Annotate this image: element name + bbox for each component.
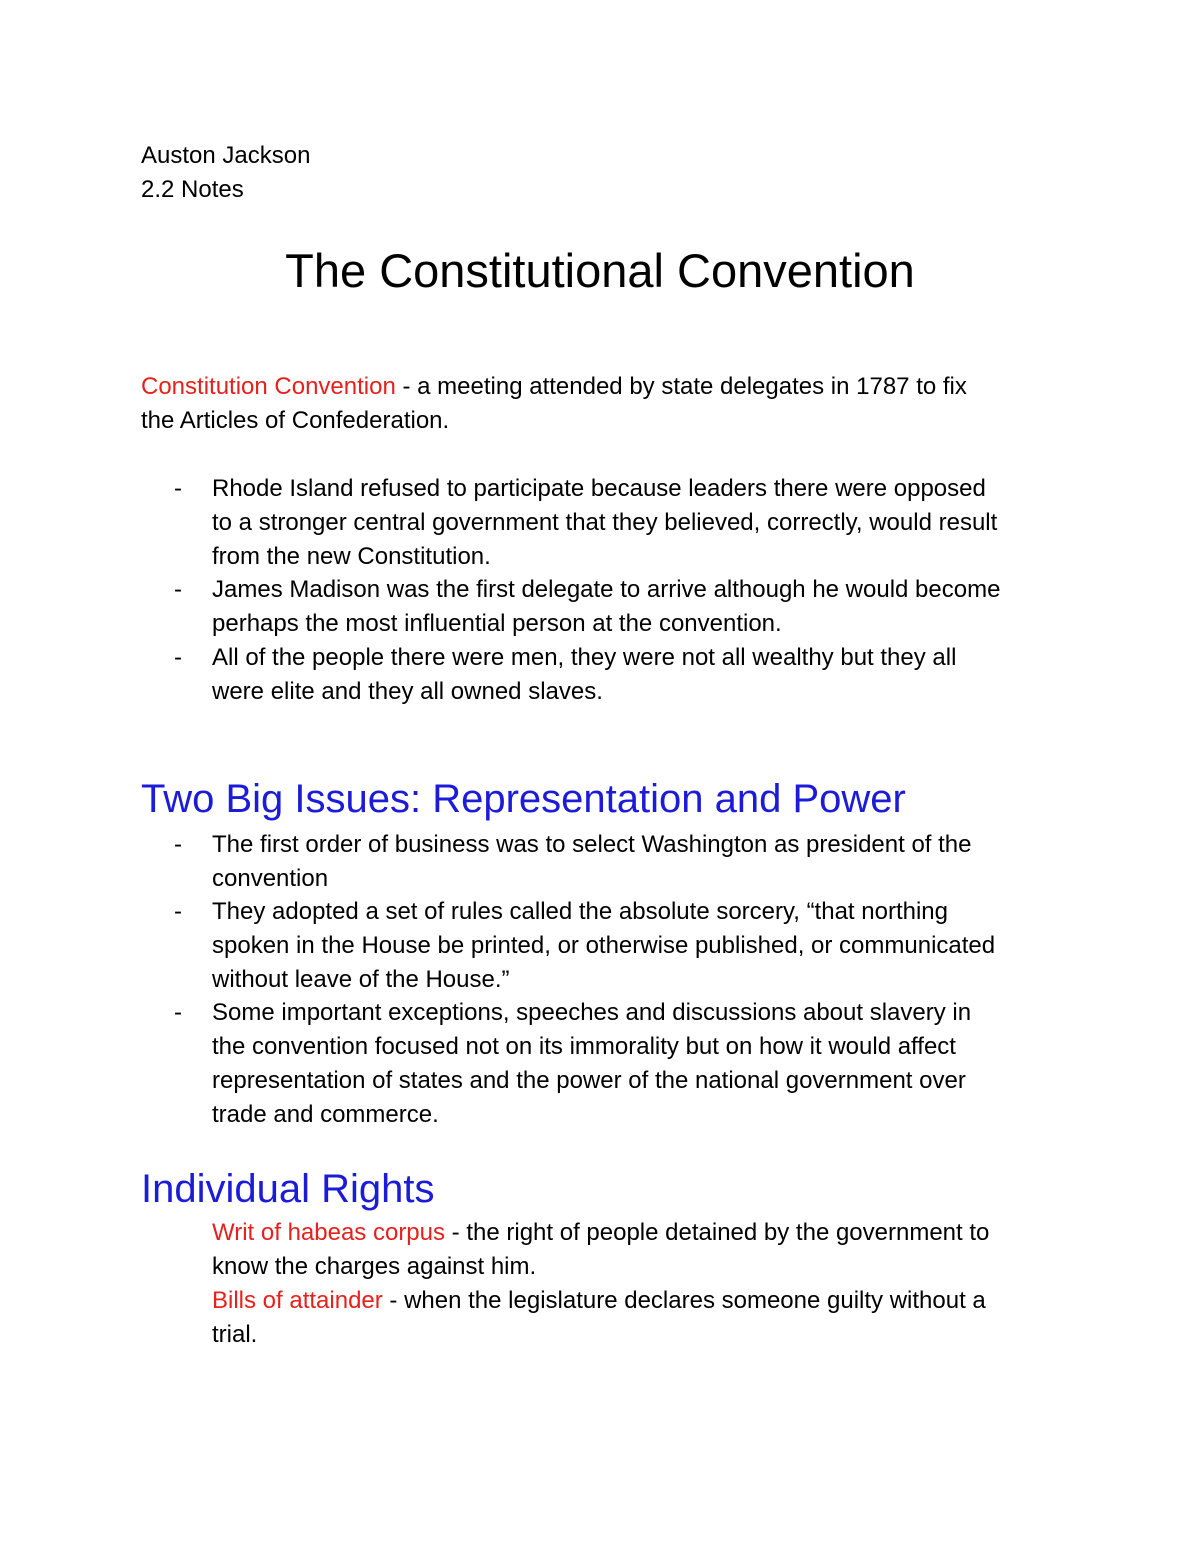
definition-line-1: [141, 370, 967, 404]
rights-term: Bills of attainder: [212, 1287, 383, 1314]
bullet-text: [212, 996, 1062, 1132]
bullet-text: [212, 641, 1062, 709]
bullet-line: Some important exceptions, speeches and discussions about slavery in: [212, 999, 972, 1026]
bullet-dash: -: [174, 999, 182, 1026]
bullet-line: All of the people there were men, they were not all wealthy but they all: [212, 644, 957, 671]
definition-term: Constitution Convention: [141, 373, 396, 400]
bullet-line: were elite and they all owned slaves.: [212, 678, 603, 705]
rights-item-line-2: know the charges against him.: [212, 1253, 537, 1280]
rights-item-line-1: [212, 1216, 989, 1250]
bullet-text: [212, 828, 1062, 896]
bullet-dash: -: [174, 576, 182, 603]
bullet-line: without leave of the House.”: [212, 966, 510, 993]
bullet-line: spoken in the House be printed, or otherwise published, or communicated: [212, 932, 996, 959]
bullet-dash: -: [174, 831, 182, 858]
author-name: Auston Jackson: [141, 142, 311, 169]
rights-text: - the right of people detained by the government to: [445, 1219, 990, 1246]
bullet-line: They adopted a set of rules called the absolute sorcery, “that northing: [212, 898, 948, 925]
bullet-dash: -: [174, 644, 182, 671]
bullet-line: The first order of business was to select Washington as president of the: [212, 831, 972, 858]
bullet-line: to a stronger central government that they believed, correctly, would result: [212, 509, 998, 536]
bullet-line: convention: [212, 865, 329, 892]
section-heading-rights: Individual Rights: [141, 1167, 435, 1211]
bullet-line: Rhode Island refused to participate because leaders there were opposed: [212, 475, 986, 502]
bullet-dash: -: [174, 475, 182, 502]
bullet-text: [212, 895, 1062, 997]
rights-text: - when the legislature declares someone guilty without a: [382, 1287, 986, 1314]
bullet-line: James Madison was the first delegate to arrive although he would become: [212, 576, 1001, 603]
bullet-line: perhaps the most influential person at the convention.: [212, 610, 782, 637]
definition-text: - a meeting attended by state delegates in 1787 to fix: [395, 373, 967, 400]
bullet-line: the convention focused not on its immorality but on how it would affect: [212, 1033, 956, 1060]
bullet-text: [212, 573, 1062, 641]
document-title: The Constitutional Convention: [285, 244, 915, 297]
definition-line-2: the Articles of Confederation.: [141, 407, 450, 434]
notes-label: 2.2 Notes: [141, 176, 244, 203]
bullet-text: [212, 472, 1062, 574]
bullet-line: from the new Constitution.: [212, 543, 491, 570]
rights-item-line-1: [212, 1284, 986, 1318]
rights-term: Writ of habeas corpus: [212, 1219, 446, 1246]
rights-item-line-2: trial.: [212, 1321, 258, 1348]
bullet-line: representation of states and the power of the national government over: [212, 1067, 966, 1094]
section-heading-issues: Two Big Issues: Representation and Power: [141, 777, 906, 821]
bullet-line: trade and commerce.: [212, 1101, 439, 1128]
bullet-dash: -: [174, 898, 182, 925]
